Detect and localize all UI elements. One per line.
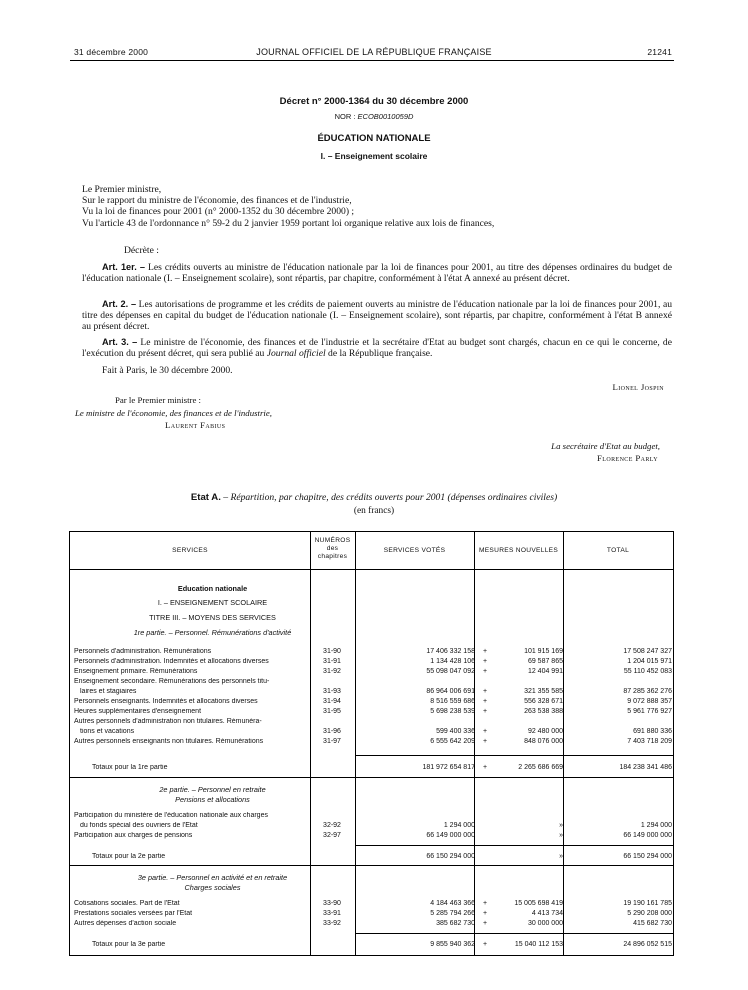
row-sign: + [482,688,488,695]
row-label: Personnels enseignants. Indemnités et allocations diverses [74,698,258,705]
row-total: 7 403 718 209 [627,738,672,745]
article-label: Art. 3. – [102,337,138,347]
article-3 [82,337,672,359]
part3-heading-a: 3e partie. – Personnel en activité et en retraite [137,873,288,882]
row-code: 33-90 [323,900,341,907]
row-new: » [559,822,563,829]
nor-line [0,112,748,121]
row-total: 1 204 015 971 [627,658,672,665]
article-text-end: de la République française. [325,348,433,360]
row-new: 12 404 991 [527,668,563,675]
row-votes: 66 149 000 000 [426,832,475,839]
row-total: 87 285 362 276 [623,688,672,695]
eco-minister-name: Laurent Fabius [165,420,226,430]
decree-title: Décret n° 2000-1364 du 30 décembre 2000 [279,96,469,107]
article-2 [82,299,672,333]
header-rule [70,60,674,61]
table-row [70,812,673,822]
row-new: » [559,832,563,839]
row-new: 101 915 169 [524,648,563,655]
par-le-premier-ministre: Par le Premier ministre : [115,395,201,405]
issue-date: 31 décembre 2000 [74,47,149,57]
row-label: Prestations sociales versées par l'Etat [74,910,193,917]
row-code: 31-97 [323,738,341,745]
etat-dash: – [220,492,231,503]
subtotal-votes: 9 855 940 362 [430,941,475,948]
table-row [70,648,673,658]
row-label: Enseignement primaire. Rémunérations [74,668,198,675]
row-total: 5 961 776 927 [627,708,672,715]
table-row [70,900,673,910]
article-text: Le ministre de l'économie, des finances et de l'industrie et la secrétaire d'Etat au budget sont chargés, chacun en ce qui le concerne, de l'exécution du présent décret, qui sera publié au [82,337,672,360]
row-code: 33-92 [323,920,341,927]
row-code: 31-92 [323,668,341,675]
subtotal-total: 66 150 294 000 [623,853,672,860]
row-code: 31-91 [323,658,341,665]
table-row [70,708,673,718]
subtotal-rule [355,845,673,846]
row-label [74,648,310,655]
preamble-line: Sur le rapport du ministre de l'économie, des finances et de l'industrie, [82,195,352,207]
part3-heading-b: Charges sociales [184,883,241,892]
subtotal-sign: + [482,941,488,948]
row-code: 31-95 [323,708,341,715]
subtotal-label: Totaux pour la 3e partie [92,941,166,948]
row-new: 69 587 865 [527,658,563,665]
table-row [70,668,673,678]
page-number: 21241 [647,47,672,57]
table-row [70,698,673,708]
table-row [70,910,673,920]
preamble-line: Vu l'article 43 de l'ordonnance n° 59-2 du 2 janvier 1959 portant loi organique relative aux lois de finances, [82,217,495,229]
subtotal-total: 184 238 341 486 [619,764,672,771]
row-sign: + [482,738,488,745]
subtotal-row [70,764,673,774]
row-label-line1: Enseignement secondaire. Rémunérations des personnels titu- [74,678,270,685]
article-label: Art. 1er. – [102,262,146,272]
table-row [70,688,673,698]
row-label-text: Personnels d'administration. Rémunérations [74,648,212,655]
col-header-numeros-2: des [326,545,339,552]
col-header-numeros-3: chapitres [317,553,348,560]
section-rule [70,777,673,778]
row-new: 15 005 698 419 [514,900,563,907]
row-new: 556 328 671 [524,698,563,705]
article-text: Les autorisations de programme et les crédits de paiement ouverts au ministre de l'éducation nationale par la loi de finances pour 2001, au titre des dépenses en capital du budget de l'éducation nationale (I. – Enseignement scolaire), sont répartis, par chapitre, conformément à l'état B annexé au présent décret. [82,299,672,333]
subtotal-new: 2 265 686 669 [518,764,563,771]
row-votes: 385 682 730 [436,920,475,927]
budget-secretary-title: La secrétaire d'Etat au budget, [551,441,660,451]
journal-officiel-italic: Journal officiel [266,348,326,360]
etat-a-title [0,492,748,503]
row-label-line2: du fonds spécial des ouvriers de l'Etat [80,822,198,829]
preamble [82,184,672,229]
row-sign: + [482,900,488,907]
done-at-line: Fait à Paris, le 30 décembre 2000. [102,365,233,376]
subtotal-votes: 66 150 294 000 [426,853,475,860]
row-total: 19 190 161 785 [623,900,672,907]
article-label: Art. 2. – [102,299,137,309]
table-titre-heading: TITRE III. – MOYENS DES SERVICES [149,613,276,622]
subtotal-rule [355,933,673,934]
row-label: Autres personnels enseignants non titulaires. Rémunérations [74,738,264,745]
row-new: 30 000 000 [527,920,563,927]
col-header-total: TOTAL [606,547,630,554]
col-header-services: SERVICES [172,547,208,554]
row-sign: + [482,698,488,705]
row-label-line1: Participation du ministère de l'éducation nationale aux charges [74,812,268,819]
table-row [70,822,673,832]
table-row [70,728,673,738]
row-new: 321 355 585 [524,688,563,695]
row-votes: 5 698 238 539 [430,708,475,715]
row-code: 31-93 [323,688,341,695]
part2-heading-a: 2e partie. – Personnel en retraite [159,785,266,794]
row-new: 848 076 000 [524,738,563,745]
row-label: Participation aux charges de pensions [74,832,193,839]
row-votes: 4 184 463 366 [430,900,475,907]
col-header-numeros-1: NUMÉROS [314,537,351,544]
header-divider [70,569,673,570]
preamble-line: Le Premier ministre, [82,184,162,195]
nor-label: NOR : [334,112,356,121]
row-sign: + [482,658,488,665]
row-votes: 1 294 000 [443,822,475,829]
row-code: 31-94 [323,698,341,705]
row-votes: 1 134 428 106 [430,658,475,665]
table-row [70,920,673,930]
pm-signature: Lionel Jospin [612,382,664,392]
row-sign: + [482,920,488,927]
row-code: 31-90 [323,648,341,655]
row-label-line2: laires et stagiaires [80,688,137,695]
row-total: 691 880 336 [633,728,672,735]
table-row [70,832,673,842]
row-new: 263 538 388 [524,708,563,715]
journal-title: JOURNAL OFFICIEL DE LA RÉPUBLIQUE FRANÇAISE [256,47,492,57]
row-votes: 599 400 336 [436,728,475,735]
etat-label: Etat A. [190,492,221,503]
col-header-votes: SERVICES VOTÉS [383,547,446,554]
row-total: 9 072 888 357 [627,698,672,705]
subtotal-row [70,853,673,863]
row-label-line1: Autres personnels d'administration non titulaires. Rémunéra- [74,718,262,725]
ministry-heading: ÉDUCATION NATIONALE [317,133,431,144]
etat-unit: (en francs) [353,506,395,516]
row-total: 66 149 000 000 [623,832,672,839]
row-code: 31-96 [323,728,341,735]
row-new: 92 480 000 [527,728,563,735]
row-total: 1 294 000 [640,822,672,829]
section-rule [70,865,673,866]
row-sign: + [482,708,488,715]
row-sign: + [482,910,488,917]
subtotal-new: » [559,853,563,860]
subtotal-new: 15 040 112 153 [514,941,563,948]
row-label: Heures supplémentaires d'enseignement [74,708,202,715]
row-total: 55 110 452 083 [623,668,672,675]
nor-value: ECOB0010059D [357,112,414,121]
table-row [70,678,673,688]
article-1 [82,262,672,284]
row-sign: + [482,668,488,675]
etat-description: Répartition, par chapitre, des crédits ouverts pour 2001 (dépenses ordinaires civiles) [230,492,558,503]
row-code: 33-91 [323,910,341,917]
row-label: Cotisations sociales. Part de l'Etat [74,900,180,907]
subtotal-total: 24 896 052 515 [623,941,672,948]
subtotal-rule [355,755,673,756]
row-votes: 8 516 559 686 [430,698,475,705]
article-text: Les crédits ouverts au ministre de l'éducation nationale par la loi de finances pour 2001, au titre des dépenses ordinaires du budget de l'éducation nationale (I. – Enseignement scolaire), sont répartis, par chapitre, conformément à l'état A annexé au présent décret. [82,262,672,285]
table-section-heading: I. – ENSEIGNEMENT SCOLAIRE [157,598,268,607]
row-votes: 6 555 642 209 [430,738,475,745]
row-code: 32-97 [323,832,341,839]
row-code: 32-92 [323,822,341,829]
part2-heading-b: Pensions et allocations [175,795,250,804]
eco-minister-title: Le ministre de l'économie, des finances et de l'industrie, [75,408,272,418]
row-label: Autres dépenses d'action sociale [74,920,177,927]
row-label-line2: tions et vacations [80,728,135,735]
col-header-numeros [310,537,355,561]
table-ministry-heading: Education nationale [177,584,248,593]
row-sign: + [482,648,488,655]
row-total: 17 508 247 327 [623,648,672,655]
subtotal-label: Totaux pour la 1re partie [92,764,168,771]
decrete-line: Décrète : [124,245,159,256]
table-row [70,718,673,728]
subtotal-label: Totaux pour la 2e partie [92,853,166,860]
row-total: 415 682 730 [633,920,672,927]
preamble-line: Vu la loi de finances pour 2001 (n° 2000-1352 du 30 décembre 2000) ; [82,206,355,218]
part1-heading: 1re partie. – Personnel. Rémunérations d'activité [133,628,292,637]
credits-table [69,531,674,956]
table-row [70,658,673,668]
row-votes: 86 964 006 691 [426,688,475,695]
row-label: Personnels d'administration. Indemnités et allocations diverses [74,658,269,665]
subtotal-sign: + [482,764,488,771]
row-votes: 17 406 332 158 [426,648,475,655]
row-total: 5 290 208 000 [627,910,672,917]
row-sign: + [482,728,488,735]
row-votes: 5 285 794 266 [430,910,475,917]
subtotal-row [70,941,673,951]
budget-secretary-name: Florence Parly [597,453,658,463]
col-header-mesures: MESURES NOUVELLES [478,547,559,554]
row-new: 4 413 734 [531,910,563,917]
subtotal-votes: 181 972 654 817 [422,764,475,771]
row-votes: 55 098 047 092 [426,668,475,675]
table-row [70,738,673,748]
section-heading: I. – Enseignement scolaire [320,151,428,161]
